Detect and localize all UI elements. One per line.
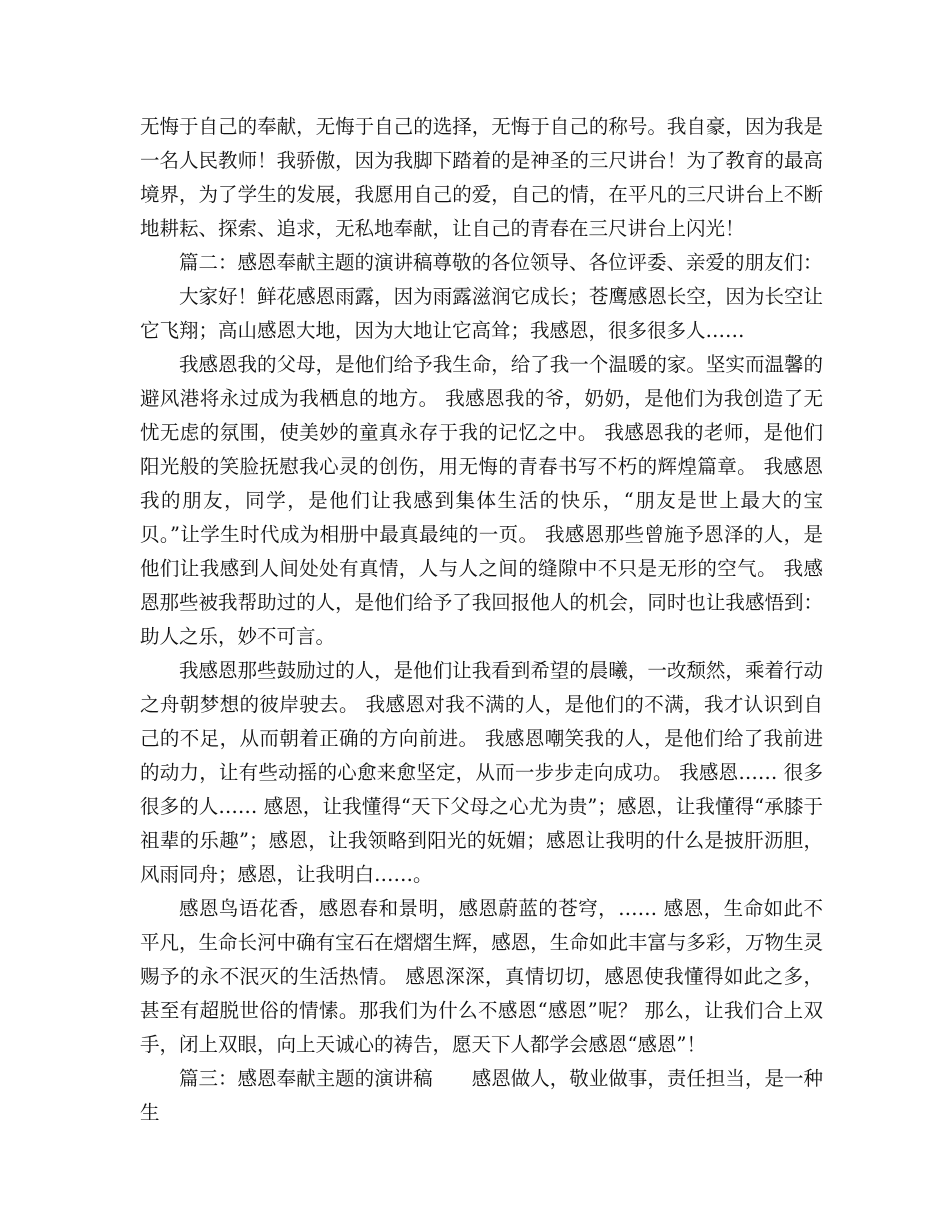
paragraph-gratitude-family-friends: 我感恩我的父母，是他们给予我生命，给了我一个温暖的家。坚实而温馨的避风港将永过成为我栖息的地方。 我感恩我的爷，奶奶，是他们为我创造了无忧无虑的氛围，使美妙的童真永存于我的记忆之中。 我感恩我的老师，是他们阳光般的笑脸抚慰我心灵的创伤，用无悔的青春书写不朽的辉煌篇章。 我感恩我的朋友，同学，是他们让我感到集体生活的快乐，“朋友是世上最大的宝贝。”让学生时代成为相册中最真最纯的一页。 我感恩那些曾施予恩泽的人，是他们让我感到人间处处有真情，人与人之间的缝隙中不只是无形的空气。 我感恩那些被我帮助过的人，是他们给予了我回报他人的机会，同时也让我感悟到：助人之乐，妙不可言。 xyxy=(140,353,823,648)
document-body xyxy=(140,110,823,1130)
paragraph-greeting: 大家好！鲜花感恩雨露，因为雨露滋润它成长；苍鹰感恩长空，因为长空让它飞翔；高山感恩大地，因为大地让它高耸；我感恩，很多很多人…… xyxy=(140,285,823,342)
paragraph-gratitude-nature: 感恩鸟语花香，感恩春和景明，感恩蔚蓝的苍穹，…… 感恩，生命如此不平凡，生命长河中确有宝石在熠熠生辉，感恩，生命如此丰富与多彩，万物生灵赐予的永不泯灭的生活热情。 感恩深深，真情切切，感恩使我懂得如此之多，甚至有超脱世俗的情愫。那我们为什么不感恩“感恩”呢？ 那么，让我们合上双手，闭上双眼，向上天诚心的祷告，愿天下人都学会感恩“感恩”！ xyxy=(140,897,823,1056)
paragraph-closing-pledge: 无悔于自己的奉献，无悔于自己的选择，无悔于自己的称号。我自豪，因为我是一名人民教师！我骄傲，因为我脚下踏着的是神圣的三尺讲台！为了教育的最高境界，为了学生的发展，我愿用自己的爱，自己的情，在平凡的三尺讲台上不断地耕耘、探索、追求，无私地奉献，让自己的青春在三尺讲台上闪光！ xyxy=(140,115,823,240)
paragraph-section-two-heading: 篇二：感恩奉献主题的演讲稿尊敬的各位领导、各位评委、亲爱的朋友们： xyxy=(179,251,823,274)
paragraph-section-three-heading: 篇三：感恩奉献主题的演讲稿 感恩做人，敬业做事，责任担当，是一种生 xyxy=(140,1067,823,1124)
paragraph-gratitude-encouragers: 我感恩那些鼓励过的人，是他们让我看到希望的晨曦，一改颓然，乘着行动之舟朝梦想的彼岸驶去。 我感恩对我不满的人，是他们的不满，我才认识到自己的不足，从而朝着正确的方向前进。 我感恩嘲笑我的人，是他们给了我前进的动力，让有些动摇的心愈来愈坚定，从而一步步走向成功。 我感恩…… 很多很多的人…… 感恩，让我懂得“天下父母之心尤为贵”；感恩，让我懂得“承膝于祖辈的乐趣”；感恩，让我领略到阳光的妩媚；感恩让我明的什么是披肝沥胆，风雨同舟；感恩，让我明白……。 xyxy=(140,659,823,886)
